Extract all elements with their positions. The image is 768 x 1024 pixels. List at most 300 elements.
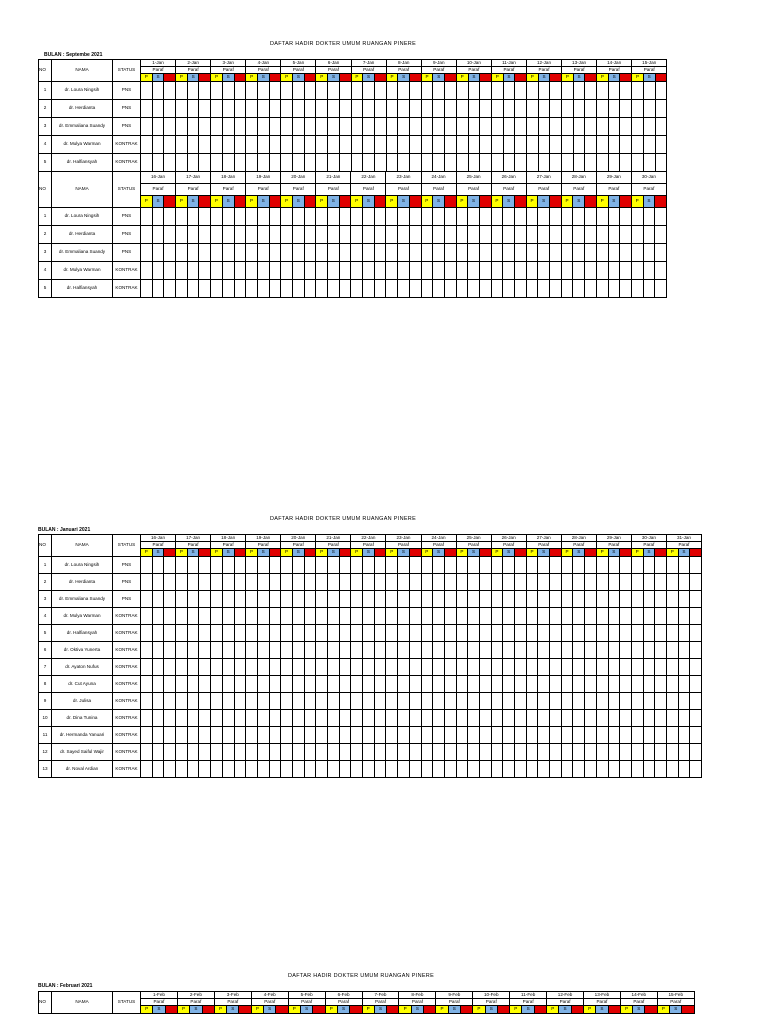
attendance-cell[interactable] [211, 82, 223, 100]
attendance-cell[interactable] [562, 100, 574, 118]
attendance-cell[interactable] [479, 625, 491, 642]
attendance-cell[interactable] [573, 710, 585, 727]
attendance-cell[interactable] [386, 676, 398, 693]
attendance-cell[interactable] [491, 557, 503, 574]
attendance-cell[interactable] [292, 744, 304, 761]
attendance-cell[interactable] [585, 642, 597, 659]
attendance-cell[interactable] [433, 136, 445, 154]
attendance-cell[interactable] [468, 226, 480, 244]
attendance-cell[interactable] [643, 574, 655, 591]
attendance-cell[interactable] [293, 154, 305, 172]
attendance-cell[interactable] [608, 154, 620, 172]
attendance-cell[interactable] [234, 208, 246, 226]
attendance-cell[interactable] [199, 100, 211, 118]
attendance-cell[interactable] [479, 676, 491, 693]
attendance-cell[interactable] [187, 676, 199, 693]
attendance-cell[interactable] [176, 154, 188, 172]
attendance-cell[interactable] [585, 625, 597, 642]
attendance-cell[interactable] [515, 100, 527, 118]
attendance-cell[interactable] [643, 557, 655, 574]
attendance-cell[interactable] [433, 262, 445, 280]
attendance-cell[interactable] [304, 761, 316, 778]
attendance-cell[interactable] [631, 226, 643, 244]
attendance-cell[interactable] [585, 100, 597, 118]
attendance-cell[interactable] [328, 262, 340, 280]
attendance-cell[interactable] [386, 154, 398, 172]
attendance-cell[interactable] [515, 82, 527, 100]
attendance-cell[interactable] [526, 100, 538, 118]
attendance-cell[interactable] [433, 208, 445, 226]
attendance-cell[interactable] [526, 280, 538, 298]
attendance-cell[interactable] [386, 82, 398, 100]
attendance-cell[interactable] [152, 744, 164, 761]
attendance-cell[interactable] [561, 208, 573, 226]
attendance-cell[interactable] [561, 710, 573, 727]
attendance-cell[interactable] [234, 82, 246, 100]
attendance-cell[interactable] [655, 693, 667, 710]
attendance-cell[interactable] [374, 693, 386, 710]
attendance-cell[interactable] [141, 625, 153, 642]
attendance-cell[interactable] [643, 659, 655, 676]
attendance-cell[interactable] [304, 574, 316, 591]
attendance-cell[interactable] [304, 280, 316, 298]
attendance-cell[interactable] [421, 727, 433, 744]
attendance-cell[interactable] [339, 226, 351, 244]
attendance-cell[interactable] [398, 761, 410, 778]
attendance-cell[interactable] [269, 625, 281, 642]
attendance-cell[interactable] [246, 591, 258, 608]
attendance-cell[interactable] [164, 226, 176, 244]
attendance-cell[interactable] [222, 557, 234, 574]
attendance-cell[interactable] [631, 574, 643, 591]
attendance-cell[interactable] [585, 82, 597, 100]
attendance-cell[interactable] [643, 136, 655, 154]
attendance-cell[interactable] [596, 761, 608, 778]
attendance-cell[interactable] [304, 136, 316, 154]
attendance-cell[interactable] [643, 676, 655, 693]
attendance-cell[interactable] [433, 557, 445, 574]
attendance-cell[interactable] [666, 744, 678, 761]
attendance-cell[interactable] [339, 208, 351, 226]
attendance-cell[interactable] [456, 226, 468, 244]
attendance-cell[interactable] [503, 761, 515, 778]
attendance-cell[interactable] [632, 118, 644, 136]
attendance-cell[interactable] [292, 208, 304, 226]
attendance-cell[interactable] [199, 136, 211, 154]
attendance-cell[interactable] [199, 154, 211, 172]
attendance-cell[interactable] [433, 244, 445, 262]
attendance-cell[interactable] [444, 208, 456, 226]
attendance-cell[interactable] [176, 280, 188, 298]
attendance-cell[interactable] [409, 574, 421, 591]
attendance-cell[interactable] [421, 761, 433, 778]
attendance-cell[interactable] [187, 244, 199, 262]
attendance-cell[interactable] [152, 557, 164, 574]
attendance-cell[interactable] [690, 710, 702, 727]
attendance-cell[interactable] [503, 727, 515, 744]
attendance-cell[interactable] [281, 557, 293, 574]
attendance-cell[interactable] [328, 710, 340, 727]
attendance-cell[interactable] [398, 693, 410, 710]
attendance-cell[interactable] [386, 280, 398, 298]
attendance-cell[interactable] [316, 693, 328, 710]
attendance-cell[interactable] [222, 154, 234, 172]
attendance-cell[interactable] [620, 744, 632, 761]
attendance-cell[interactable] [655, 608, 667, 625]
attendance-cell[interactable] [234, 244, 246, 262]
attendance-cell[interactable] [631, 710, 643, 727]
attendance-cell[interactable] [304, 244, 316, 262]
attendance-cell[interactable] [573, 226, 585, 244]
attendance-cell[interactable] [234, 136, 246, 154]
attendance-cell[interactable] [363, 154, 375, 172]
attendance-cell[interactable] [526, 625, 538, 642]
attendance-cell[interactable] [515, 244, 527, 262]
attendance-cell[interactable] [678, 693, 690, 710]
attendance-cell[interactable] [410, 82, 422, 100]
attendance-cell[interactable] [211, 100, 223, 118]
attendance-cell[interactable] [585, 557, 597, 574]
attendance-cell[interactable] [573, 591, 585, 608]
attendance-cell[interactable] [491, 82, 503, 100]
attendance-cell[interactable] [234, 574, 246, 591]
attendance-cell[interactable] [199, 244, 211, 262]
attendance-cell[interactable] [211, 625, 223, 642]
attendance-cell[interactable] [199, 574, 211, 591]
attendance-cell[interactable] [222, 710, 234, 727]
attendance-cell[interactable] [328, 154, 340, 172]
attendance-cell[interactable] [164, 82, 176, 100]
attendance-cell[interactable] [199, 82, 211, 100]
attendance-cell[interactable] [421, 82, 433, 100]
attendance-cell[interactable] [176, 676, 188, 693]
attendance-cell[interactable] [164, 118, 176, 136]
attendance-cell[interactable] [491, 136, 503, 154]
attendance-cell[interactable] [550, 676, 562, 693]
attendance-cell[interactable] [409, 727, 421, 744]
attendance-cell[interactable] [257, 118, 269, 136]
attendance-cell[interactable] [257, 262, 269, 280]
attendance-cell[interactable] [339, 118, 351, 136]
attendance-cell[interactable] [479, 591, 491, 608]
attendance-cell[interactable] [491, 226, 503, 244]
attendance-cell[interactable] [550, 226, 562, 244]
attendance-cell[interactable] [363, 608, 375, 625]
attendance-cell[interactable] [678, 608, 690, 625]
attendance-cell[interactable] [503, 591, 515, 608]
attendance-cell[interactable] [444, 659, 456, 676]
attendance-cell[interactable] [421, 625, 433, 642]
attendance-cell[interactable] [445, 154, 457, 172]
attendance-cell[interactable] [515, 693, 527, 710]
attendance-cell[interactable] [585, 262, 597, 280]
attendance-cell[interactable] [503, 659, 515, 676]
attendance-cell[interactable] [491, 574, 503, 591]
attendance-cell[interactable] [596, 262, 608, 280]
attendance-cell[interactable] [164, 280, 176, 298]
attendance-cell[interactable] [222, 659, 234, 676]
attendance-cell[interactable] [468, 693, 480, 710]
attendance-cell[interactable] [363, 744, 375, 761]
attendance-cell[interactable] [187, 208, 199, 226]
attendance-cell[interactable] [690, 557, 702, 574]
attendance-cell[interactable] [620, 262, 632, 280]
attendance-cell[interactable] [152, 262, 164, 280]
attendance-cell[interactable] [374, 100, 386, 118]
attendance-cell[interactable] [339, 693, 351, 710]
attendance-cell[interactable] [351, 118, 363, 136]
attendance-cell[interactable] [421, 659, 433, 676]
attendance-cell[interactable] [573, 136, 585, 154]
attendance-cell[interactable] [211, 591, 223, 608]
attendance-cell[interactable] [561, 727, 573, 744]
attendance-cell[interactable] [538, 118, 550, 136]
attendance-cell[interactable] [421, 262, 433, 280]
attendance-cell[interactable] [199, 118, 211, 136]
attendance-cell[interactable] [246, 625, 258, 642]
attendance-cell[interactable] [164, 761, 176, 778]
attendance-cell[interactable] [292, 557, 304, 574]
attendance-cell[interactable] [152, 710, 164, 727]
attendance-cell[interactable] [597, 100, 609, 118]
attendance-cell[interactable] [328, 676, 340, 693]
attendance-cell[interactable] [152, 591, 164, 608]
attendance-cell[interactable] [187, 710, 199, 727]
attendance-cell[interactable] [164, 710, 176, 727]
attendance-cell[interactable] [608, 676, 620, 693]
attendance-cell[interactable] [678, 676, 690, 693]
attendance-cell[interactable] [293, 82, 305, 100]
attendance-cell[interactable] [246, 118, 258, 136]
attendance-cell[interactable] [164, 100, 176, 118]
attendance-cell[interactable] [433, 608, 445, 625]
attendance-cell[interactable] [538, 100, 550, 118]
attendance-cell[interactable] [339, 710, 351, 727]
attendance-cell[interactable] [433, 659, 445, 676]
attendance-cell[interactable] [222, 280, 234, 298]
attendance-cell[interactable] [351, 208, 363, 226]
attendance-cell[interactable] [199, 608, 211, 625]
attendance-cell[interactable] [281, 262, 293, 280]
attendance-cell[interactable] [690, 761, 702, 778]
attendance-cell[interactable] [281, 208, 293, 226]
attendance-cell[interactable] [141, 676, 153, 693]
attendance-cell[interactable] [152, 642, 164, 659]
attendance-cell[interactable] [550, 208, 562, 226]
attendance-cell[interactable] [620, 82, 632, 100]
attendance-cell[interactable] [503, 280, 515, 298]
attendance-cell[interactable] [561, 280, 573, 298]
attendance-cell[interactable] [515, 608, 527, 625]
attendance-cell[interactable] [409, 744, 421, 761]
attendance-cell[interactable] [386, 693, 398, 710]
attendance-cell[interactable] [141, 693, 153, 710]
attendance-cell[interactable] [398, 280, 410, 298]
attendance-cell[interactable] [339, 676, 351, 693]
attendance-cell[interactable] [187, 118, 199, 136]
attendance-cell[interactable] [211, 208, 223, 226]
attendance-cell[interactable] [292, 591, 304, 608]
attendance-cell[interactable] [620, 676, 632, 693]
attendance-cell[interactable] [199, 693, 211, 710]
attendance-cell[interactable] [363, 557, 375, 574]
attendance-cell[interactable] [468, 262, 480, 280]
attendance-cell[interactable] [515, 710, 527, 727]
attendance-cell[interactable] [211, 676, 223, 693]
attendance-cell[interactable] [444, 625, 456, 642]
attendance-cell[interactable] [292, 710, 304, 727]
attendance-cell[interactable] [292, 642, 304, 659]
attendance-cell[interactable] [608, 625, 620, 642]
attendance-cell[interactable] [152, 280, 164, 298]
attendance-cell[interactable] [176, 659, 188, 676]
attendance-cell[interactable] [328, 642, 340, 659]
attendance-cell[interactable] [491, 659, 503, 676]
attendance-cell[interactable] [620, 208, 632, 226]
attendance-cell[interactable] [257, 226, 269, 244]
attendance-cell[interactable] [526, 244, 538, 262]
attendance-cell[interactable] [187, 659, 199, 676]
attendance-cell[interactable] [561, 693, 573, 710]
attendance-cell[interactable] [152, 676, 164, 693]
attendance-cell[interactable] [503, 557, 515, 574]
attendance-cell[interactable] [550, 761, 562, 778]
attendance-cell[interactable] [292, 244, 304, 262]
attendance-cell[interactable] [433, 727, 445, 744]
attendance-cell[interactable] [152, 761, 164, 778]
attendance-cell[interactable] [503, 693, 515, 710]
attendance-cell[interactable] [456, 744, 468, 761]
attendance-cell[interactable] [141, 608, 153, 625]
attendance-cell[interactable] [456, 693, 468, 710]
attendance-cell[interactable] [374, 574, 386, 591]
attendance-cell[interactable] [561, 761, 573, 778]
attendance-cell[interactable] [304, 642, 316, 659]
attendance-cell[interactable] [316, 208, 328, 226]
attendance-cell[interactable] [164, 262, 176, 280]
attendance-cell[interactable] [409, 693, 421, 710]
attendance-cell[interactable] [351, 262, 363, 280]
attendance-cell[interactable] [445, 118, 457, 136]
attendance-cell[interactable] [176, 244, 188, 262]
attendance-cell[interactable] [596, 710, 608, 727]
attendance-cell[interactable] [176, 82, 188, 100]
attendance-cell[interactable] [655, 82, 667, 100]
attendance-cell[interactable] [573, 727, 585, 744]
attendance-cell[interactable] [503, 154, 515, 172]
attendance-cell[interactable] [433, 280, 445, 298]
attendance-cell[interactable] [491, 591, 503, 608]
attendance-cell[interactable] [561, 625, 573, 642]
attendance-cell[interactable] [608, 761, 620, 778]
attendance-cell[interactable] [304, 82, 316, 100]
attendance-cell[interactable] [304, 693, 316, 710]
attendance-cell[interactable] [573, 659, 585, 676]
attendance-cell[interactable] [246, 82, 258, 100]
attendance-cell[interactable] [632, 100, 644, 118]
attendance-cell[interactable] [608, 244, 620, 262]
attendance-cell[interactable] [538, 642, 550, 659]
attendance-cell[interactable] [257, 154, 269, 172]
attendance-cell[interactable] [456, 82, 468, 100]
attendance-cell[interactable] [339, 625, 351, 642]
attendance-cell[interactable] [550, 744, 562, 761]
attendance-cell[interactable] [456, 136, 468, 154]
attendance-cell[interactable] [211, 154, 223, 172]
attendance-cell[interactable] [211, 659, 223, 676]
attendance-cell[interactable] [374, 608, 386, 625]
attendance-cell[interactable] [269, 659, 281, 676]
attendance-cell[interactable] [269, 226, 281, 244]
attendance-cell[interactable] [141, 761, 153, 778]
attendance-cell[interactable] [398, 100, 410, 118]
attendance-cell[interactable] [561, 608, 573, 625]
attendance-cell[interactable] [468, 82, 480, 100]
attendance-cell[interactable] [199, 625, 211, 642]
attendance-cell[interactable] [421, 710, 433, 727]
attendance-cell[interactable] [631, 591, 643, 608]
attendance-cell[interactable] [257, 659, 269, 676]
attendance-cell[interactable] [211, 118, 223, 136]
attendance-cell[interactable] [479, 608, 491, 625]
attendance-cell[interactable] [339, 608, 351, 625]
attendance-cell[interactable] [328, 591, 340, 608]
attendance-cell[interactable] [234, 608, 246, 625]
attendance-cell[interactable] [608, 208, 620, 226]
attendance-cell[interactable] [211, 608, 223, 625]
attendance-cell[interactable] [573, 118, 585, 136]
attendance-cell[interactable] [550, 118, 562, 136]
attendance-cell[interactable] [234, 761, 246, 778]
attendance-cell[interactable] [409, 676, 421, 693]
attendance-cell[interactable] [666, 574, 678, 591]
attendance-cell[interactable] [187, 727, 199, 744]
attendance-cell[interactable] [526, 710, 538, 727]
attendance-cell[interactable] [222, 591, 234, 608]
attendance-cell[interactable] [421, 693, 433, 710]
attendance-cell[interactable] [620, 574, 632, 591]
attendance-cell[interactable] [316, 727, 328, 744]
attendance-cell[interactable] [281, 744, 293, 761]
attendance-cell[interactable] [316, 226, 328, 244]
attendance-cell[interactable] [398, 625, 410, 642]
attendance-cell[interactable] [479, 262, 491, 280]
attendance-cell[interactable] [386, 208, 398, 226]
attendance-cell[interactable] [246, 154, 258, 172]
attendance-cell[interactable] [246, 262, 258, 280]
attendance-cell[interactable] [257, 557, 269, 574]
attendance-cell[interactable] [655, 118, 667, 136]
attendance-cell[interactable] [374, 280, 386, 298]
attendance-cell[interactable] [339, 761, 351, 778]
attendance-cell[interactable] [141, 280, 153, 298]
attendance-cell[interactable] [141, 710, 153, 727]
attendance-cell[interactable] [328, 659, 340, 676]
attendance-cell[interactable] [281, 154, 293, 172]
attendance-cell[interactable] [585, 280, 597, 298]
attendance-cell[interactable] [515, 226, 527, 244]
attendance-cell[interactable] [515, 744, 527, 761]
attendance-cell[interactable] [444, 574, 456, 591]
attendance-cell[interactable] [585, 118, 597, 136]
attendance-cell[interactable] [433, 642, 445, 659]
attendance-cell[interactable] [503, 608, 515, 625]
attendance-cell[interactable] [538, 625, 550, 642]
attendance-cell[interactable] [550, 136, 562, 154]
attendance-cell[interactable] [386, 557, 398, 574]
attendance-cell[interactable] [409, 557, 421, 574]
attendance-cell[interactable] [515, 262, 527, 280]
